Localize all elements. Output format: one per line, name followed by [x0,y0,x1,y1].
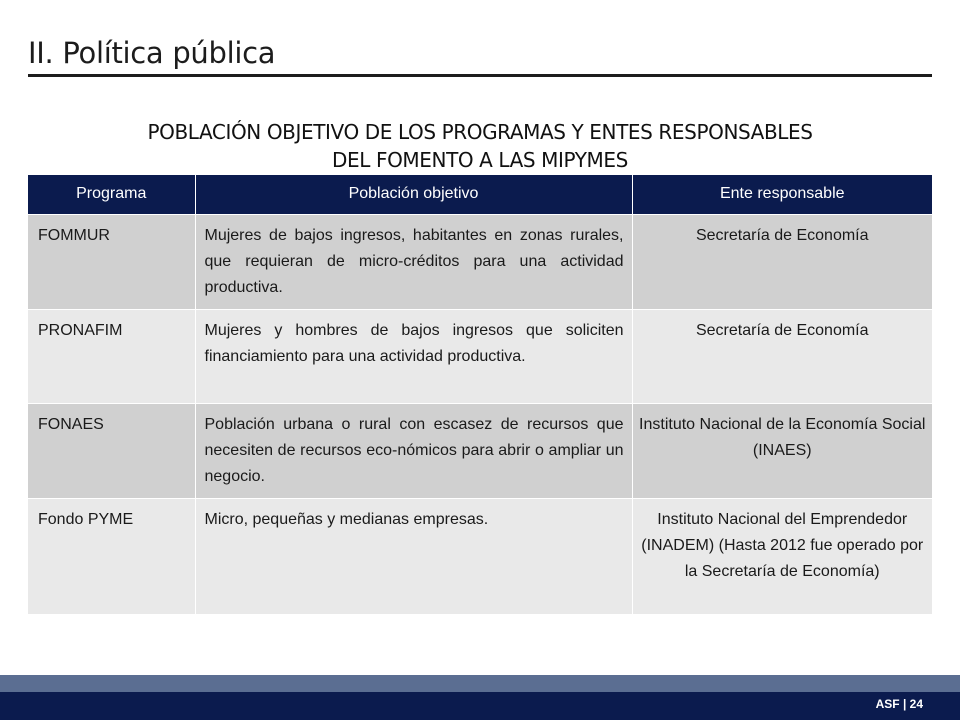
table-caption [0,118,960,174]
cell-poblacion: Población urbana o rural con escasez de recursos que necesiten de recursos eco-nómicos para abrir o ampliar un negocio. [195,403,632,498]
caption-line-2: DEL FOMENTO A LAS MIPYMES [332,148,628,172]
programs-table [28,175,932,614]
table-row [28,214,932,309]
cell-ente: Instituto Nacional de la Economía Social (INAES) [632,403,932,498]
cell-poblacion: Mujeres de bajos ingresos, habitantes en zonas rurales, que requieran de micro-créditos para una actividad productiva. [195,214,632,309]
cell-programa: FOMMUR [28,214,195,309]
table-row [28,403,932,498]
page-title: II. Política pública [28,36,276,70]
slide-number: ASF | 24 [875,697,923,711]
cell-ente: Secretaría de Economía [632,214,932,309]
cell-programa: PRONAFIM [28,309,195,403]
table-row [28,498,932,614]
table-row [28,309,932,403]
table-header-row [28,175,932,214]
cell-poblacion: Micro, pequeñas y medianas empresas. [195,498,632,614]
title-underline [28,74,932,77]
footer-accent-band [0,675,960,692]
cell-programa: Fondo PYME [28,498,195,614]
caption-line-1: POBLACIÓN OBJETIVO DE LOS PROGRAMAS Y ENTES RESPONSABLES [147,120,813,144]
cell-ente: Secretaría de Economía [632,309,932,403]
header-ente: Ente responsable [632,175,932,214]
cell-poblacion: Mujeres y hombres de bajos ingresos que soliciten financiamiento para una actividad productiva. [195,309,632,403]
footer-band [0,692,960,720]
cell-programa: FONAES [28,403,195,498]
header-programa: Programa [28,175,195,214]
cell-ente: Instituto Nacional del Emprendedor (INADEM) (Hasta 2012 fue operado por la Secretaría de Economía) [632,498,932,614]
header-poblacion: Población objetivo [195,175,632,214]
